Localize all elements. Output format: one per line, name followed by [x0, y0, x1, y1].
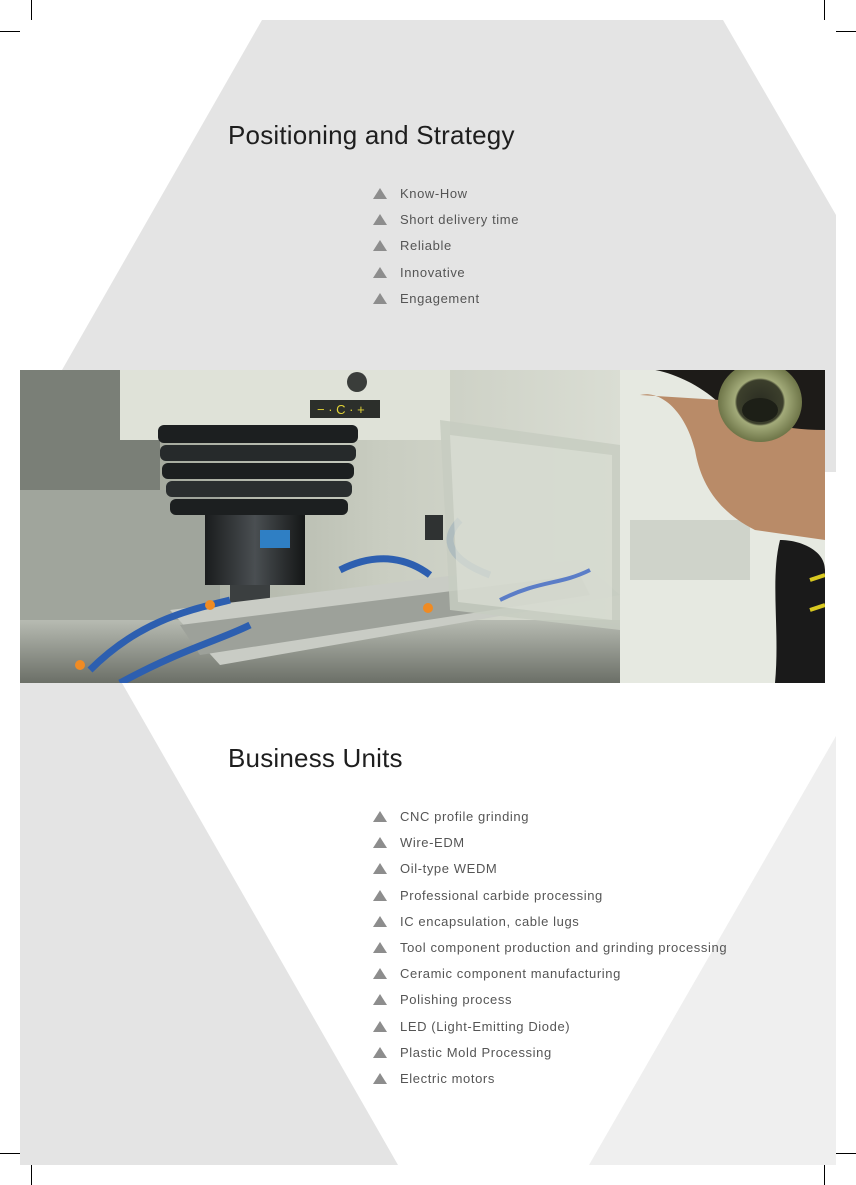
list-item [371, 935, 727, 961]
list-item [371, 286, 519, 312]
triangle-bullet-icon [373, 1021, 387, 1032]
triangle-bullet-icon [373, 293, 387, 304]
list-item-label: Know-How [400, 186, 468, 201]
triangle-bullet-icon [373, 240, 387, 251]
triangle-bullet-icon [373, 811, 387, 822]
triangle-bullet-icon [373, 1073, 387, 1084]
triangle-bullet-icon [373, 1047, 387, 1058]
machine-label: − · C · + [317, 402, 365, 417]
list-item [371, 804, 727, 830]
triangle-bullet-icon [373, 916, 387, 927]
list-item-label: Tool component production and grinding processing [400, 939, 728, 955]
list-item-label: Reliable [400, 238, 452, 254]
list-item [371, 181, 519, 207]
cnc-machining-photo [20, 370, 825, 683]
business-units-list [371, 804, 727, 1092]
list-item [371, 1040, 727, 1066]
list-item-label: IC encapsulation, cable lugs [400, 913, 580, 929]
list-item-label: Professional carbide processing [400, 887, 603, 903]
crop-mark [836, 1153, 856, 1154]
triangle-bullet-icon [373, 994, 387, 1005]
list-item [371, 909, 727, 935]
crop-mark [836, 31, 856, 32]
triangle-bullet-icon [373, 890, 387, 901]
positioning-list [371, 181, 519, 312]
list-item-label: Oil-type WEDM [400, 861, 498, 877]
crop-mark [824, 1165, 825, 1185]
crop-mark [31, 0, 32, 20]
triangle-bullet-icon [373, 267, 387, 278]
crop-mark [31, 1165, 32, 1185]
list-item [371, 233, 519, 259]
crop-mark [824, 0, 825, 20]
positioning-title: Positioning and Strategy [228, 120, 515, 150]
list-item [371, 207, 519, 233]
list-item [371, 961, 727, 987]
list-item [371, 856, 727, 882]
list-item-label: Ceramic component manufacturing [400, 966, 621, 982]
list-item-label: CNC profile grinding [400, 809, 530, 824]
list-item [371, 260, 519, 286]
list-item-label: LED (Light-Emitting Diode) [400, 1018, 571, 1034]
crop-mark [0, 1153, 20, 1154]
list-item-label: Plastic Mold Processing [400, 1044, 552, 1060]
list-item [371, 830, 727, 856]
list-item [371, 1066, 727, 1092]
list-item-label: Engagement [400, 290, 480, 306]
triangle-bullet-icon [373, 214, 387, 225]
list-item-label: Polishing process [400, 992, 513, 1008]
list-item-label: Wire-EDM [400, 835, 465, 851]
list-item [371, 987, 727, 1013]
list-item [371, 1014, 727, 1040]
list-item [371, 883, 727, 909]
list-item-label: Innovative [400, 264, 466, 280]
list-item-label: Short delivery time [400, 212, 520, 228]
triangle-bullet-icon [373, 188, 387, 199]
triangle-bullet-icon [373, 863, 387, 874]
triangle-bullet-icon [373, 837, 387, 848]
business-units-title: Business Units [228, 743, 403, 773]
triangle-bullet-icon [373, 942, 387, 953]
crop-mark [0, 31, 20, 32]
triangle-bullet-icon [373, 968, 387, 979]
list-item-label: Electric motors [400, 1070, 495, 1086]
